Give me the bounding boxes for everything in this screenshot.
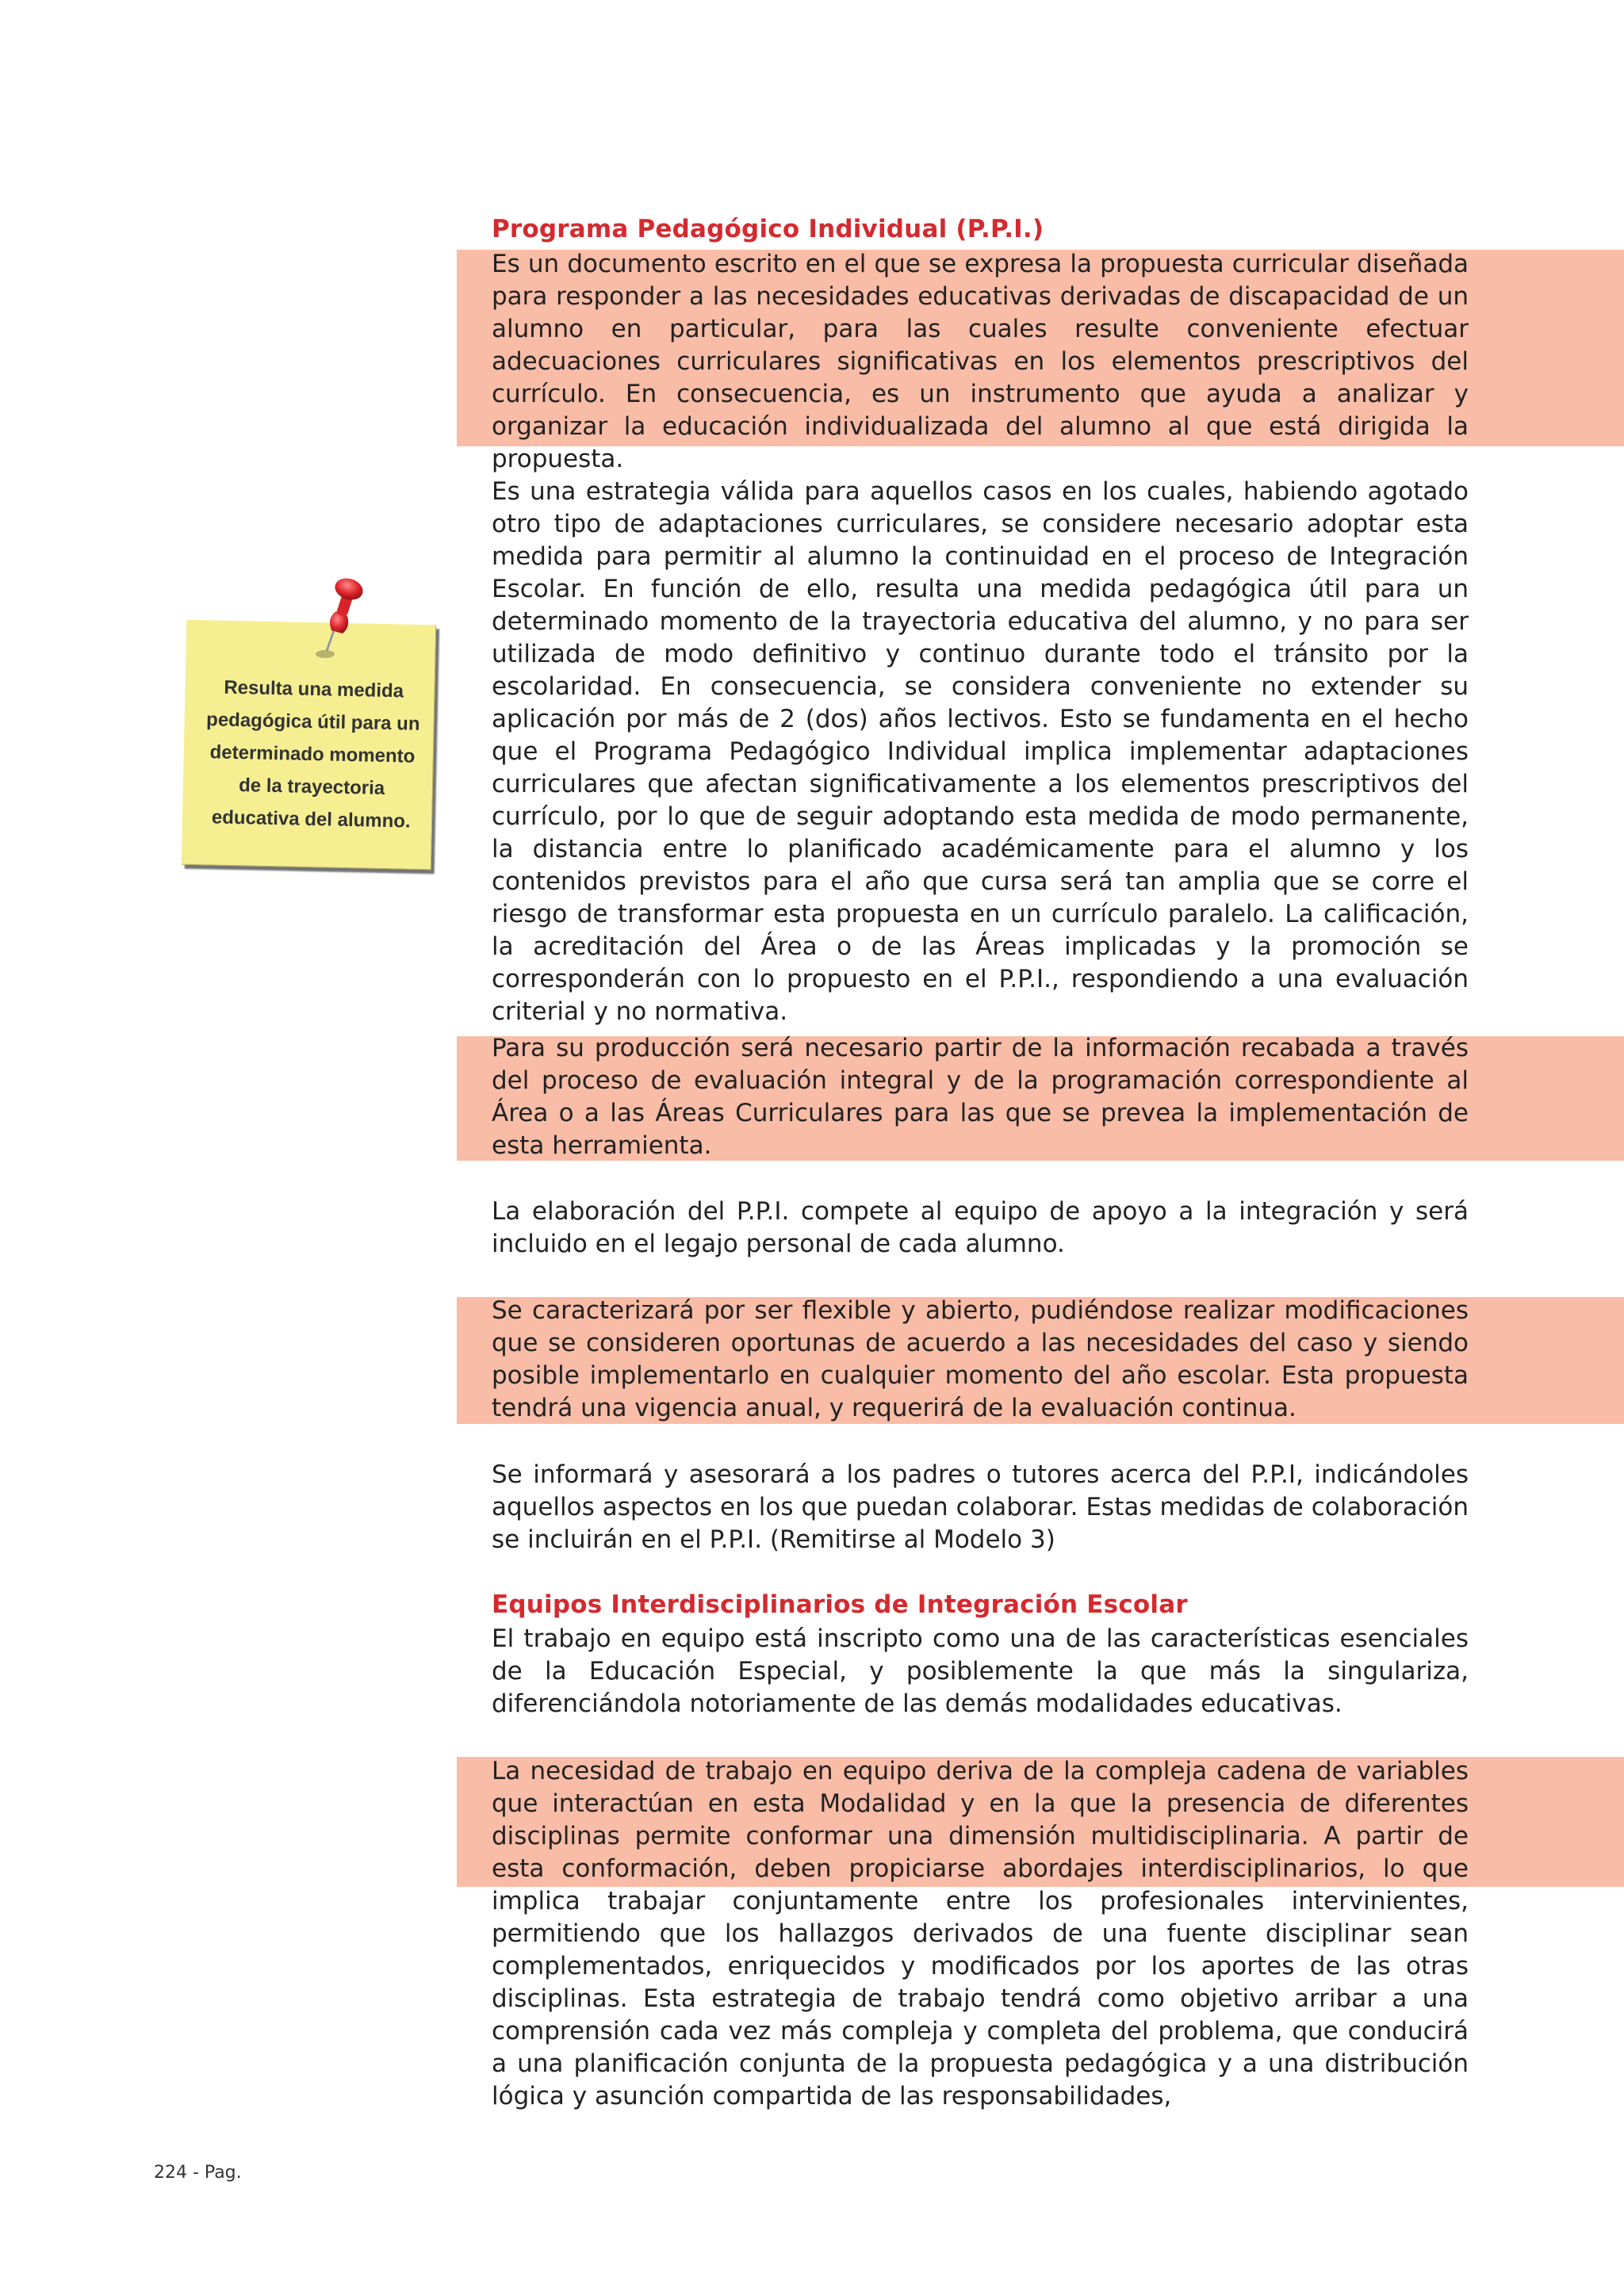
push-pin-icon [303,575,374,662]
paragraph: La elaboración del P.P.I. compete al equipo de apoyo a la integración y será incluido en el legajo personal de cada alumno. [492,1197,1469,1258]
page-number: 224 - Pag. [154,2163,242,2183]
paragraph: Se informará y asesorará a los padres o tutores acerca del P.P.I, indicándoles aquellos aspectos en los que puedan colaborar. Estas medidas de colaboración se incluirán en el P.P.I. (Remitirse al Modelo 3) [492,1460,1469,1554]
paragraph: Se caracterizará por ser flexible y abierto, pudiéndose realizar modificaciones que se consideren oportunas de acuerdo a las necesidades del caso y siendo posible implementarlo en cualquier momento del año escolar. Esta propuesta tendrá una vigencia anual, y requerirá de la evaluación continua. [492,1296,1469,1422]
paragraph: Es un documento escrito en el que se expresa la propuesta curricular diseñada para responder a las necesidades educativas derivadas de discapacidad de un alumno en particular, para las cuales resulte conveniente efectuar adecuaciones curriculares significativas en los elementos prescriptivos del currículo. En consecuencia, es un instrumento que ayuda a analizar y organizar la educación individualizada del alumno al que está dirigida la propuesta. [492,250,1469,473]
sticky-note [184,575,438,876]
sticky-note-text: Resulta una medida pedagógica útil para un determinado momento de la trayectoria educativa del alumno. [205,676,420,832]
paragraph: Para su producción será necesario partir de la información recabada a través del proceso de evaluación integral y de la programación correspondiente al Área o a las Áreas Curriculares para las que se prevea la implementación de esta herramienta. [492,1034,1469,1160]
section-title-ppi: Programa Pedagógico Individual (P.P.I.) [492,215,1044,243]
paragraph: Es una estrategia válida para aquellos casos en los cuales, habiendo agotado otro tipo de adaptaciones curriculares, se considere necesario adoptar esta medida para permitir al alumno la continuidad en el proceso de Integración Escolar. En función de ello, resulta una medida pedagógica útil para un determinado momento de la trayectoria educativa del alumno, y no para ser utilizada de modo definitivo y continuo durante todo el tránsito por la escolaridad. En consecuencia, se considera conveniente no extender su aplicación por más de 2 (dos) años lectivos. Esto se fundamenta en el hecho que el Programa Pedagógico Individual implica implementar adaptaciones curriculares que afectan significativamente a los elementos prescriptivos del currículo, por lo que de seguir adoptando esta medida de modo permanente, la distancia entre lo planificado académicamente para el alumno y los contenidos previstos para el año que cursa será tan amplia que se corre el riesgo de transformar esta propuesta en un currículo paralelo. La calificación, la acreditación del Área o de las Áreas implicadas y la promoción se corresponderán con lo propuesto en el P.P.I., respondiendo a una evaluación criterial y no normativa. [492,477,1469,1026]
paragraph: La necesidad de trabajo en equipo deriva de la compleja cadena de variables que interactúan en esta Modalidad y en la que la presencia de diferentes disciplinas permite conformar una dimensión multidisciplinaria. A partir de esta conformación, deben propiciarse abordajes interdisciplinarios, lo que implica trabajar conjuntamente entre los profesionales intervinientes, permitiendo que los hallazgos derivados de una fuente disciplinar sean complementados, enriquecidos y modificados por los aportes de las otras disciplinas. Esta estrategia de trabajo tendrá como objetivo arribar a una comprensión cada vez más compleja y completa del problema, que conducirá a una planificación conjunta de la propuesta pedagógica y a una distribución lógica y asunción compartida de las responsabilidades, [492,1757,1469,2110]
paragraph: El trabajo en equipo está inscripto como una de las características esenciales de la Educación Especial, y posiblemente la que más la singulariza, diferenciándola notoriamente de las demás modalidades educativas. [492,1624,1469,1718]
section-title-equipos: Equipos Interdisciplinarios de Integración Escolar [492,1590,1188,1619]
